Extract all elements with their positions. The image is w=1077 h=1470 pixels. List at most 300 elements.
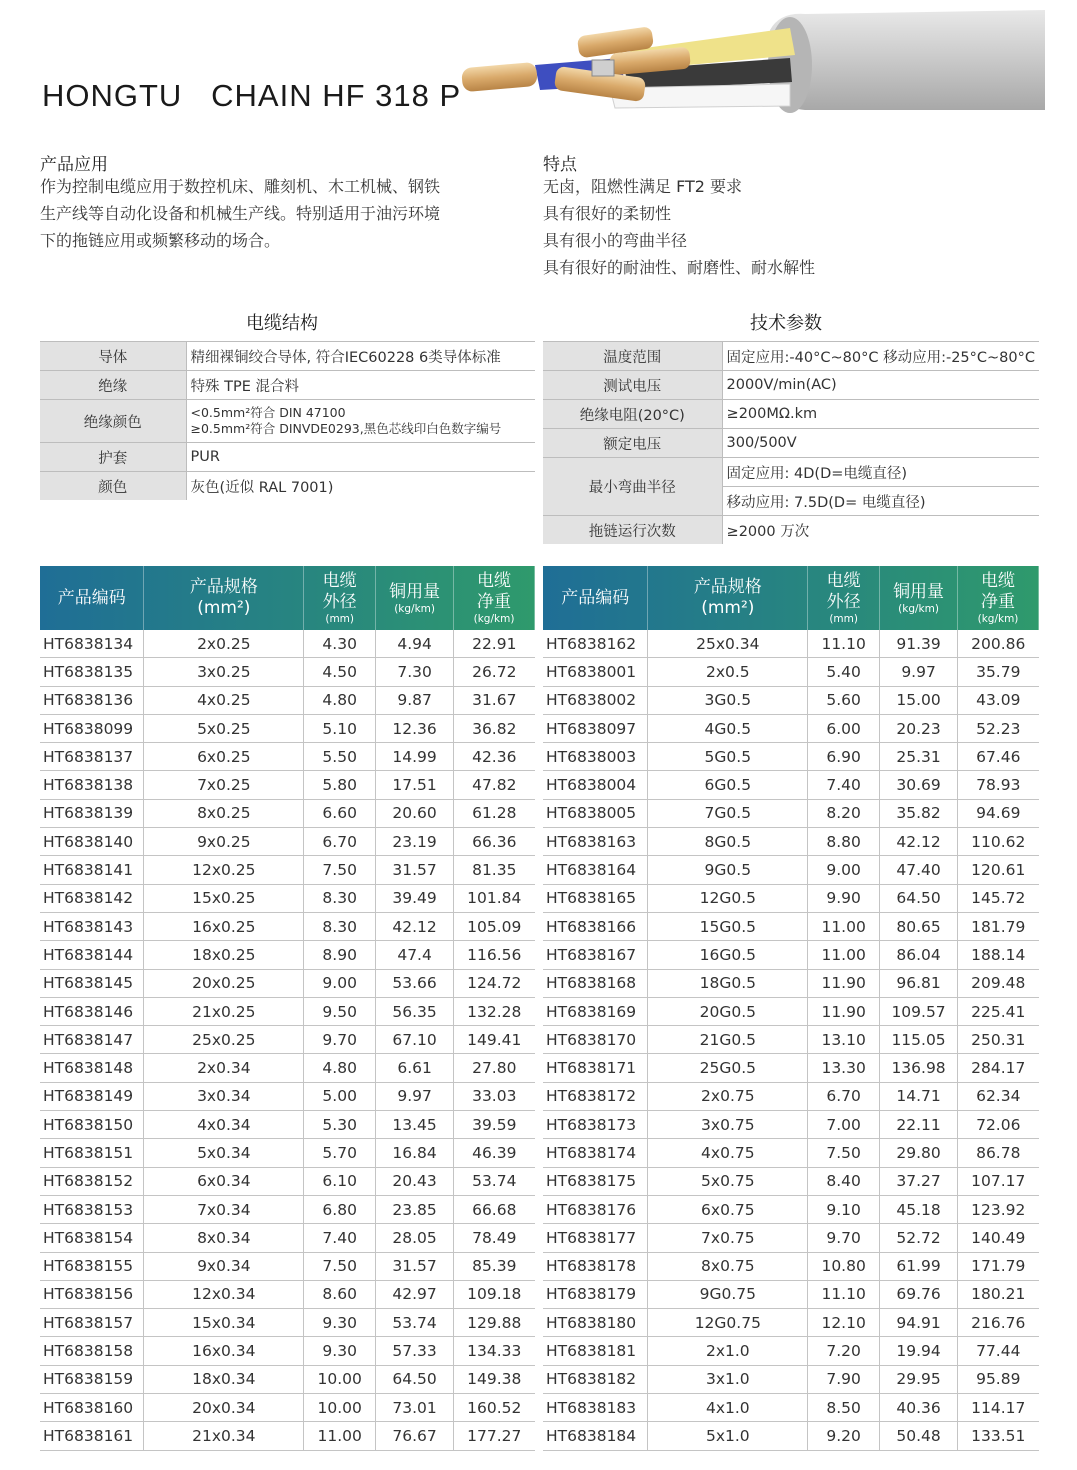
product-code-cell: HT6838172 <box>543 1082 648 1110</box>
params-value: 移动应用: 7.5D(D= 电缆直径) <box>722 487 1039 516</box>
product-code-cell: HT6838158 <box>40 1337 144 1365</box>
outer-diameter-cell: 4.50 <box>304 658 376 686</box>
outer-diameter-cell: 5.50 <box>304 743 376 771</box>
net-weight-cell: 123.92 <box>958 1195 1039 1223</box>
col-code-label: 产品编码 <box>57 587 126 608</box>
table-row <box>40 828 535 856</box>
table-row <box>40 1167 535 1195</box>
product-code-cell: HT6838154 <box>40 1224 144 1252</box>
spec-cell: 3G0.5 <box>648 686 808 714</box>
net-weight-cell: 62.34 <box>958 1082 1039 1110</box>
copper-weight-cell: 57.33 <box>376 1337 454 1365</box>
table-row <box>543 884 1039 912</box>
net-weight-cell: 171.79 <box>958 1252 1039 1280</box>
outer-diameter-cell: 7.20 <box>808 1337 880 1365</box>
feature-line: 具有很小的弯曲半径 <box>543 231 688 250</box>
structure-row <box>40 472 535 501</box>
copper-weight-cell: 20.60 <box>376 799 454 827</box>
outer-diameter-cell: 9.90 <box>808 884 880 912</box>
net-weight-cell: 109.18 <box>454 1280 535 1308</box>
copper-weight-cell: 14.71 <box>880 1082 958 1110</box>
copper-weight-cell: 40.36 <box>880 1394 958 1422</box>
structure-value-line: ≥0.5mm²符合 DINVDE0293,黑色芯线印白色数字编号 <box>190 421 502 436</box>
outer-diameter-cell: 7.40 <box>304 1224 376 1252</box>
structure-title: 电缆结构 <box>246 313 318 334</box>
product-code-cell: HT6838134 <box>40 630 144 658</box>
spec-cell: 21x0.25 <box>144 997 304 1025</box>
product-code-cell: HT6838178 <box>543 1252 648 1280</box>
spec-cell: 6x0.25 <box>144 743 304 771</box>
copper-weight-cell: 61.99 <box>880 1252 958 1280</box>
copper-weight-cell: 31.57 <box>376 856 454 884</box>
outer-diameter-cell: 6.10 <box>304 1167 376 1195</box>
table-row <box>40 997 535 1025</box>
spec-cell: 9x0.25 <box>144 828 304 856</box>
net-weight-cell: 105.09 <box>454 912 535 940</box>
params-row <box>543 342 1039 371</box>
product-code-cell: HT6838142 <box>40 884 144 912</box>
copper-weight-cell: 136.98 <box>880 1054 958 1082</box>
table-row <box>543 1252 1039 1280</box>
copper-weight-cell: 69.76 <box>880 1280 958 1308</box>
net-weight-cell: 180.21 <box>958 1280 1039 1308</box>
table-row <box>40 771 535 799</box>
product-code-cell: HT6838001 <box>543 658 648 686</box>
col-wt-header <box>454 566 535 630</box>
outer-diameter-cell: 9.70 <box>304 1026 376 1054</box>
spec-cell: 21G0.5 <box>648 1026 808 1054</box>
table-row <box>40 1026 535 1054</box>
net-weight-cell: 53.74 <box>454 1167 535 1195</box>
product-code-cell: HT6838140 <box>40 828 144 856</box>
col-cu-unit: (kg/km) <box>394 602 435 615</box>
spec-cell: 2x0.34 <box>144 1054 304 1082</box>
outer-diameter-cell: 5.30 <box>304 1111 376 1139</box>
product-code-cell: HT6838175 <box>543 1167 648 1195</box>
copper-weight-cell: 13.45 <box>376 1111 454 1139</box>
net-weight-cell: 149.41 <box>454 1026 535 1054</box>
params-value: 固定应用: 4D(D=电缆直径) <box>722 458 1039 487</box>
copper-weight-cell: 37.27 <box>880 1167 958 1195</box>
outer-diameter-cell: 13.10 <box>808 1026 880 1054</box>
product-code-cell: HT6838167 <box>543 941 648 969</box>
spec-cell: 21x0.34 <box>144 1422 304 1450</box>
net-weight-cell: 39.59 <box>454 1111 535 1139</box>
copper-weight-cell: 64.50 <box>880 884 958 912</box>
product-table-left <box>40 566 535 1451</box>
table-row <box>543 1224 1039 1252</box>
copper-weight-cell: 91.39 <box>880 630 958 658</box>
params-row <box>543 371 1039 400</box>
product-code-cell: HT6838143 <box>40 912 144 940</box>
col-spec-unit: (mm²) <box>197 598 251 618</box>
product-code-cell: HT6838155 <box>40 1252 144 1280</box>
structure-key: 绝缘 <box>40 371 186 400</box>
table-row <box>543 799 1039 827</box>
copper-weight-cell: 45.18 <box>880 1195 958 1223</box>
application-line: 下的拖链应用或频繁移动的场合。 <box>40 231 281 250</box>
product-code-cell: HT6838141 <box>40 856 144 884</box>
net-weight-cell: 110.62 <box>958 828 1039 856</box>
table-row <box>40 1195 535 1223</box>
net-weight-cell: 145.72 <box>958 884 1039 912</box>
col-cu-header <box>880 566 958 630</box>
copper-weight-cell: 9.97 <box>376 1082 454 1110</box>
outer-diameter-cell: 10.00 <box>304 1394 376 1422</box>
spec-cell: 25x0.34 <box>648 630 808 658</box>
spec-cell: 25G0.5 <box>648 1054 808 1082</box>
net-weight-cell: 61.28 <box>454 799 535 827</box>
copper-weight-cell: 86.04 <box>880 941 958 969</box>
table-row <box>40 1309 535 1337</box>
net-weight-cell: 181.79 <box>958 912 1039 940</box>
col-wt-unit: (kg/km) <box>977 613 1019 625</box>
spec-cell: 7x0.25 <box>144 771 304 799</box>
net-weight-cell: 149.38 <box>454 1365 535 1393</box>
product-code-cell: HT6838162 <box>543 630 648 658</box>
table-row <box>543 912 1039 940</box>
spec-cell: 18G0.5 <box>648 969 808 997</box>
table-row <box>543 1167 1039 1195</box>
outer-diameter-cell: 8.50 <box>808 1394 880 1422</box>
product-code-cell: HT6838184 <box>543 1422 648 1450</box>
net-weight-cell: 225.41 <box>958 997 1039 1025</box>
table-row <box>40 969 535 997</box>
copper-weight-cell: 42.12 <box>376 912 454 940</box>
product-code-cell: HT6838171 <box>543 1054 648 1082</box>
copper-weight-cell: 9.87 <box>376 686 454 714</box>
outer-diameter-cell: 10.00 <box>304 1365 376 1393</box>
cable-illustration <box>460 10 1045 120</box>
table-row <box>40 1139 535 1167</box>
net-weight-cell: 31.67 <box>454 686 535 714</box>
table-row <box>40 1422 535 1450</box>
outer-diameter-cell: 4.80 <box>304 686 376 714</box>
params-value: ≥200MΩ.km <box>722 400 1039 429</box>
outer-diameter-cell: 6.70 <box>304 828 376 856</box>
copper-weight-cell: 7.30 <box>376 658 454 686</box>
col-spec-header <box>144 566 304 630</box>
outer-diameter-cell: 9.30 <box>304 1309 376 1337</box>
product-code-cell: HT6838152 <box>40 1167 144 1195</box>
spec-cell: 15x0.25 <box>144 884 304 912</box>
structure-key: 绝缘颜色 <box>40 400 186 443</box>
net-weight-cell: 27.80 <box>454 1054 535 1082</box>
table-row <box>543 828 1039 856</box>
spec-cell: 12G0.75 <box>648 1309 808 1337</box>
net-weight-cell: 94.69 <box>958 799 1039 827</box>
net-weight-cell: 72.06 <box>958 1111 1039 1139</box>
spec-cell: 5x0.75 <box>648 1167 808 1195</box>
spec-cell: 8x0.25 <box>144 799 304 827</box>
copper-weight-cell: 23.85 <box>376 1195 454 1223</box>
col-spec-label: 产品规格 <box>693 577 762 597</box>
copper-weight-cell: 15.00 <box>880 686 958 714</box>
product-code-cell: HT6838144 <box>40 941 144 969</box>
table-row <box>40 1111 535 1139</box>
outer-diameter-cell: 9.50 <box>304 997 376 1025</box>
spec-cell: 4G0.5 <box>648 714 808 742</box>
product-code-cell: HT6838173 <box>543 1111 648 1139</box>
outer-diameter-cell: 7.50 <box>808 1139 880 1167</box>
copper-weight-cell: 52.72 <box>880 1224 958 1252</box>
table-row <box>543 1280 1039 1308</box>
feature-line: 具有很好的柔韧性 <box>543 204 672 223</box>
copper-weight-cell: 22.11 <box>880 1111 958 1139</box>
copper-weight-cell: 80.65 <box>880 912 958 940</box>
table-row <box>543 714 1039 742</box>
product-code-cell: HT6838169 <box>543 997 648 1025</box>
product-code-cell: HT6838166 <box>543 912 648 940</box>
params-key: 绝缘电阻(20°C) <box>543 400 722 429</box>
col-cu-unit: (kg/km) <box>898 602 939 615</box>
outer-diameter-cell: 5.00 <box>304 1082 376 1110</box>
col-od-header <box>304 566 376 630</box>
structure-key: 护套 <box>40 443 186 472</box>
product-code-cell: HT6838182 <box>543 1365 648 1393</box>
outer-diameter-cell: 11.00 <box>304 1422 376 1450</box>
net-weight-cell: 129.88 <box>454 1309 535 1337</box>
net-weight-cell: 26.72 <box>454 658 535 686</box>
col-wt-unit: (kg/km) <box>473 613 515 625</box>
table-row <box>40 714 535 742</box>
table-row <box>40 658 535 686</box>
params-key: 温度范围 <box>543 342 722 371</box>
copper-weight-cell: 9.97 <box>880 658 958 686</box>
net-weight-cell: 66.68 <box>454 1195 535 1223</box>
net-weight-cell: 160.52 <box>454 1394 535 1422</box>
copper-weight-cell: 23.19 <box>376 828 454 856</box>
col-od-unit: (mm) <box>829 613 858 625</box>
outer-diameter-cell: 8.30 <box>304 912 376 940</box>
net-weight-cell: 133.51 <box>958 1422 1039 1450</box>
outer-diameter-cell: 8.20 <box>808 799 880 827</box>
table-row <box>40 884 535 912</box>
table-row <box>543 1026 1039 1054</box>
table-row <box>40 856 535 884</box>
copper-weight-cell: 25.31 <box>880 743 958 771</box>
application-heading: 产品应用 <box>40 155 108 175</box>
col-code-header <box>543 566 648 630</box>
spec-cell: 7G0.5 <box>648 799 808 827</box>
net-weight-cell: 22.91 <box>454 630 535 658</box>
features-heading: 特点 <box>543 155 577 175</box>
spec-cell: 6x0.75 <box>648 1195 808 1223</box>
outer-diameter-cell: 11.90 <box>808 997 880 1025</box>
table-header-row <box>543 566 1039 630</box>
structure-key: 导体 <box>40 342 186 371</box>
outer-diameter-cell: 5.40 <box>808 658 880 686</box>
net-weight-cell: 95.89 <box>958 1365 1039 1393</box>
copper-weight-cell: 42.12 <box>880 828 958 856</box>
product-code-cell: HT6838180 <box>543 1309 648 1337</box>
outer-diameter-cell: 6.00 <box>808 714 880 742</box>
product-code-cell: HT6838177 <box>543 1224 648 1252</box>
product-code-cell: HT6838165 <box>543 884 648 912</box>
outer-diameter-cell: 5.10 <box>304 714 376 742</box>
product-code-cell: HT6838002 <box>543 686 648 714</box>
product-code-cell: HT6838176 <box>543 1195 648 1223</box>
structure-value: PUR <box>186 443 535 472</box>
outer-diameter-cell: 8.40 <box>808 1167 880 1195</box>
product-code-cell: HT6838179 <box>543 1280 648 1308</box>
outer-diameter-cell: 11.10 <box>808 630 880 658</box>
table-row <box>543 743 1039 771</box>
product-code-cell: HT6838097 <box>543 714 648 742</box>
net-weight-cell: 46.39 <box>454 1139 535 1167</box>
table-row <box>543 1337 1039 1365</box>
product-code-cell: HT6838136 <box>40 686 144 714</box>
spec-cell: 16x0.34 <box>144 1337 304 1365</box>
col-cu-label: 铜用量 <box>893 581 945 602</box>
table-row <box>543 856 1039 884</box>
table-row <box>543 1195 1039 1223</box>
table-row <box>543 630 1039 658</box>
spec-cell: 6x0.34 <box>144 1167 304 1195</box>
params-key: 测试电压 <box>543 371 722 400</box>
table-row <box>543 1422 1039 1450</box>
structure-row <box>40 342 535 371</box>
product-code-cell: HT6838139 <box>40 799 144 827</box>
table-row <box>543 997 1039 1025</box>
spec-cell: 20x0.34 <box>144 1394 304 1422</box>
outer-diameter-cell: 11.10 <box>808 1280 880 1308</box>
structure-row <box>40 400 535 443</box>
table-row <box>543 1139 1039 1167</box>
product-code-cell: HT6838147 <box>40 1026 144 1054</box>
table-row <box>40 743 535 771</box>
feature-line: 无卤，阻燃性满足 FT2 要求 <box>543 177 743 196</box>
structure-row <box>40 371 535 400</box>
copper-weight-cell: 50.48 <box>880 1422 958 1450</box>
net-weight-cell: 77.44 <box>958 1337 1039 1365</box>
outer-diameter-cell: 7.40 <box>808 771 880 799</box>
spec-cell: 5x1.0 <box>648 1422 808 1450</box>
net-weight-cell: 177.27 <box>454 1422 535 1450</box>
copper-weight-cell: 29.80 <box>880 1139 958 1167</box>
params-title: 技术参数 <box>750 313 822 334</box>
table-row <box>543 686 1039 714</box>
col-spec-header <box>648 566 808 630</box>
product-code-cell: HT6838161 <box>40 1422 144 1450</box>
spec-cell: 3x1.0 <box>648 1365 808 1393</box>
net-weight-cell: 250.31 <box>958 1026 1039 1054</box>
application-text <box>40 173 440 254</box>
copper-weight-cell: 73.01 <box>376 1394 454 1422</box>
outer-diameter-cell: 11.00 <box>808 912 880 940</box>
params-row <box>543 516 1039 545</box>
structure-key: 颜色 <box>40 472 186 501</box>
spec-cell: 18x0.25 <box>144 941 304 969</box>
product-code-cell: HT6838004 <box>543 771 648 799</box>
outer-diameter-cell: 11.00 <box>808 941 880 969</box>
copper-weight-cell: 16.84 <box>376 1139 454 1167</box>
copper-weight-cell: 29.95 <box>880 1365 958 1393</box>
copper-weight-cell: 96.81 <box>880 969 958 997</box>
params-key: 最小弯曲半径 <box>543 458 722 516</box>
spec-cell: 4x0.75 <box>648 1139 808 1167</box>
spec-cell: 3x0.25 <box>144 658 304 686</box>
col-od-label: 电缆外径 <box>322 571 357 612</box>
product-code-cell: HT6838146 <box>40 997 144 1025</box>
table-row <box>40 1365 535 1393</box>
outer-diameter-cell: 5.80 <box>304 771 376 799</box>
spec-cell: 3x0.34 <box>144 1082 304 1110</box>
spec-cell: 12x0.25 <box>144 856 304 884</box>
spec-cell: 18x0.34 <box>144 1365 304 1393</box>
table-row <box>40 799 535 827</box>
table-row <box>40 1394 535 1422</box>
spec-cell: 5x0.34 <box>144 1139 304 1167</box>
application-line: 生产线等自动化设备和机械生产线。特别适用于油污环境 <box>40 204 441 223</box>
outer-diameter-cell: 7.90 <box>808 1365 880 1393</box>
outer-diameter-cell: 6.90 <box>808 743 880 771</box>
application-line: 作为控制电缆应用于数控机床、雕刻机、木工机械、钢铁 <box>40 177 441 196</box>
col-cu-header <box>376 566 454 630</box>
outer-diameter-cell: 9.30 <box>304 1337 376 1365</box>
spec-cell: 4x0.25 <box>144 686 304 714</box>
spec-cell: 5G0.5 <box>648 743 808 771</box>
outer-diameter-cell: 8.60 <box>304 1280 376 1308</box>
col-od-header <box>808 566 880 630</box>
product-code-cell: HT6838163 <box>543 828 648 856</box>
col-od-unit: (mm) <box>325 613 354 625</box>
copper-weight-cell: 20.43 <box>376 1167 454 1195</box>
spec-cell: 8x0.34 <box>144 1224 304 1252</box>
col-od-label: 电缆外径 <box>826 571 861 612</box>
spec-cell: 9G0.5 <box>648 856 808 884</box>
outer-diameter-cell: 6.80 <box>304 1195 376 1223</box>
copper-weight-cell: 12.36 <box>376 714 454 742</box>
spec-cell: 9G0.75 <box>648 1280 808 1308</box>
product-code-cell: HT6838157 <box>40 1309 144 1337</box>
net-weight-cell: 86.78 <box>958 1139 1039 1167</box>
product-code-cell: HT6838148 <box>40 1054 144 1082</box>
product-code-cell: HT6838160 <box>40 1394 144 1422</box>
copper-weight-cell: 31.57 <box>376 1252 454 1280</box>
product-code-cell: HT6838003 <box>543 743 648 771</box>
outer-diameter-cell: 9.00 <box>304 969 376 997</box>
net-weight-cell: 52.23 <box>958 714 1039 742</box>
net-weight-cell: 101.84 <box>454 884 535 912</box>
net-weight-cell: 124.72 <box>454 969 535 997</box>
spec-cell: 2x0.25 <box>144 630 304 658</box>
col-code-header <box>40 566 144 630</box>
outer-diameter-cell: 13.30 <box>808 1054 880 1082</box>
params-key: 拖链运行次数 <box>543 516 722 545</box>
table-row <box>40 630 535 658</box>
params-key: 额定电压 <box>543 429 722 458</box>
spec-cell: 20x0.25 <box>144 969 304 997</box>
product-code-cell: HT6838174 <box>543 1139 648 1167</box>
product-code-cell: HT6838159 <box>40 1365 144 1393</box>
outer-diameter-cell: 7.50 <box>304 1252 376 1280</box>
copper-weight-cell: 28.05 <box>376 1224 454 1252</box>
copper-weight-cell: 39.49 <box>376 884 454 912</box>
product-code-cell: HT6838099 <box>40 714 144 742</box>
copper-weight-cell: 67.10 <box>376 1026 454 1054</box>
table-row <box>40 1082 535 1110</box>
spec-cell: 9x0.34 <box>144 1252 304 1280</box>
feature-line: 具有很好的耐油性、耐磨性、耐水解性 <box>543 258 816 277</box>
copper-weight-cell: 53.74 <box>376 1309 454 1337</box>
product-code-cell: HT6838164 <box>543 856 648 884</box>
spec-cell: 15G0.5 <box>648 912 808 940</box>
spec-cell: 16G0.5 <box>648 941 808 969</box>
table-row <box>40 1337 535 1365</box>
copper-weight-cell: 94.91 <box>880 1309 958 1337</box>
table-header-row <box>40 566 535 630</box>
